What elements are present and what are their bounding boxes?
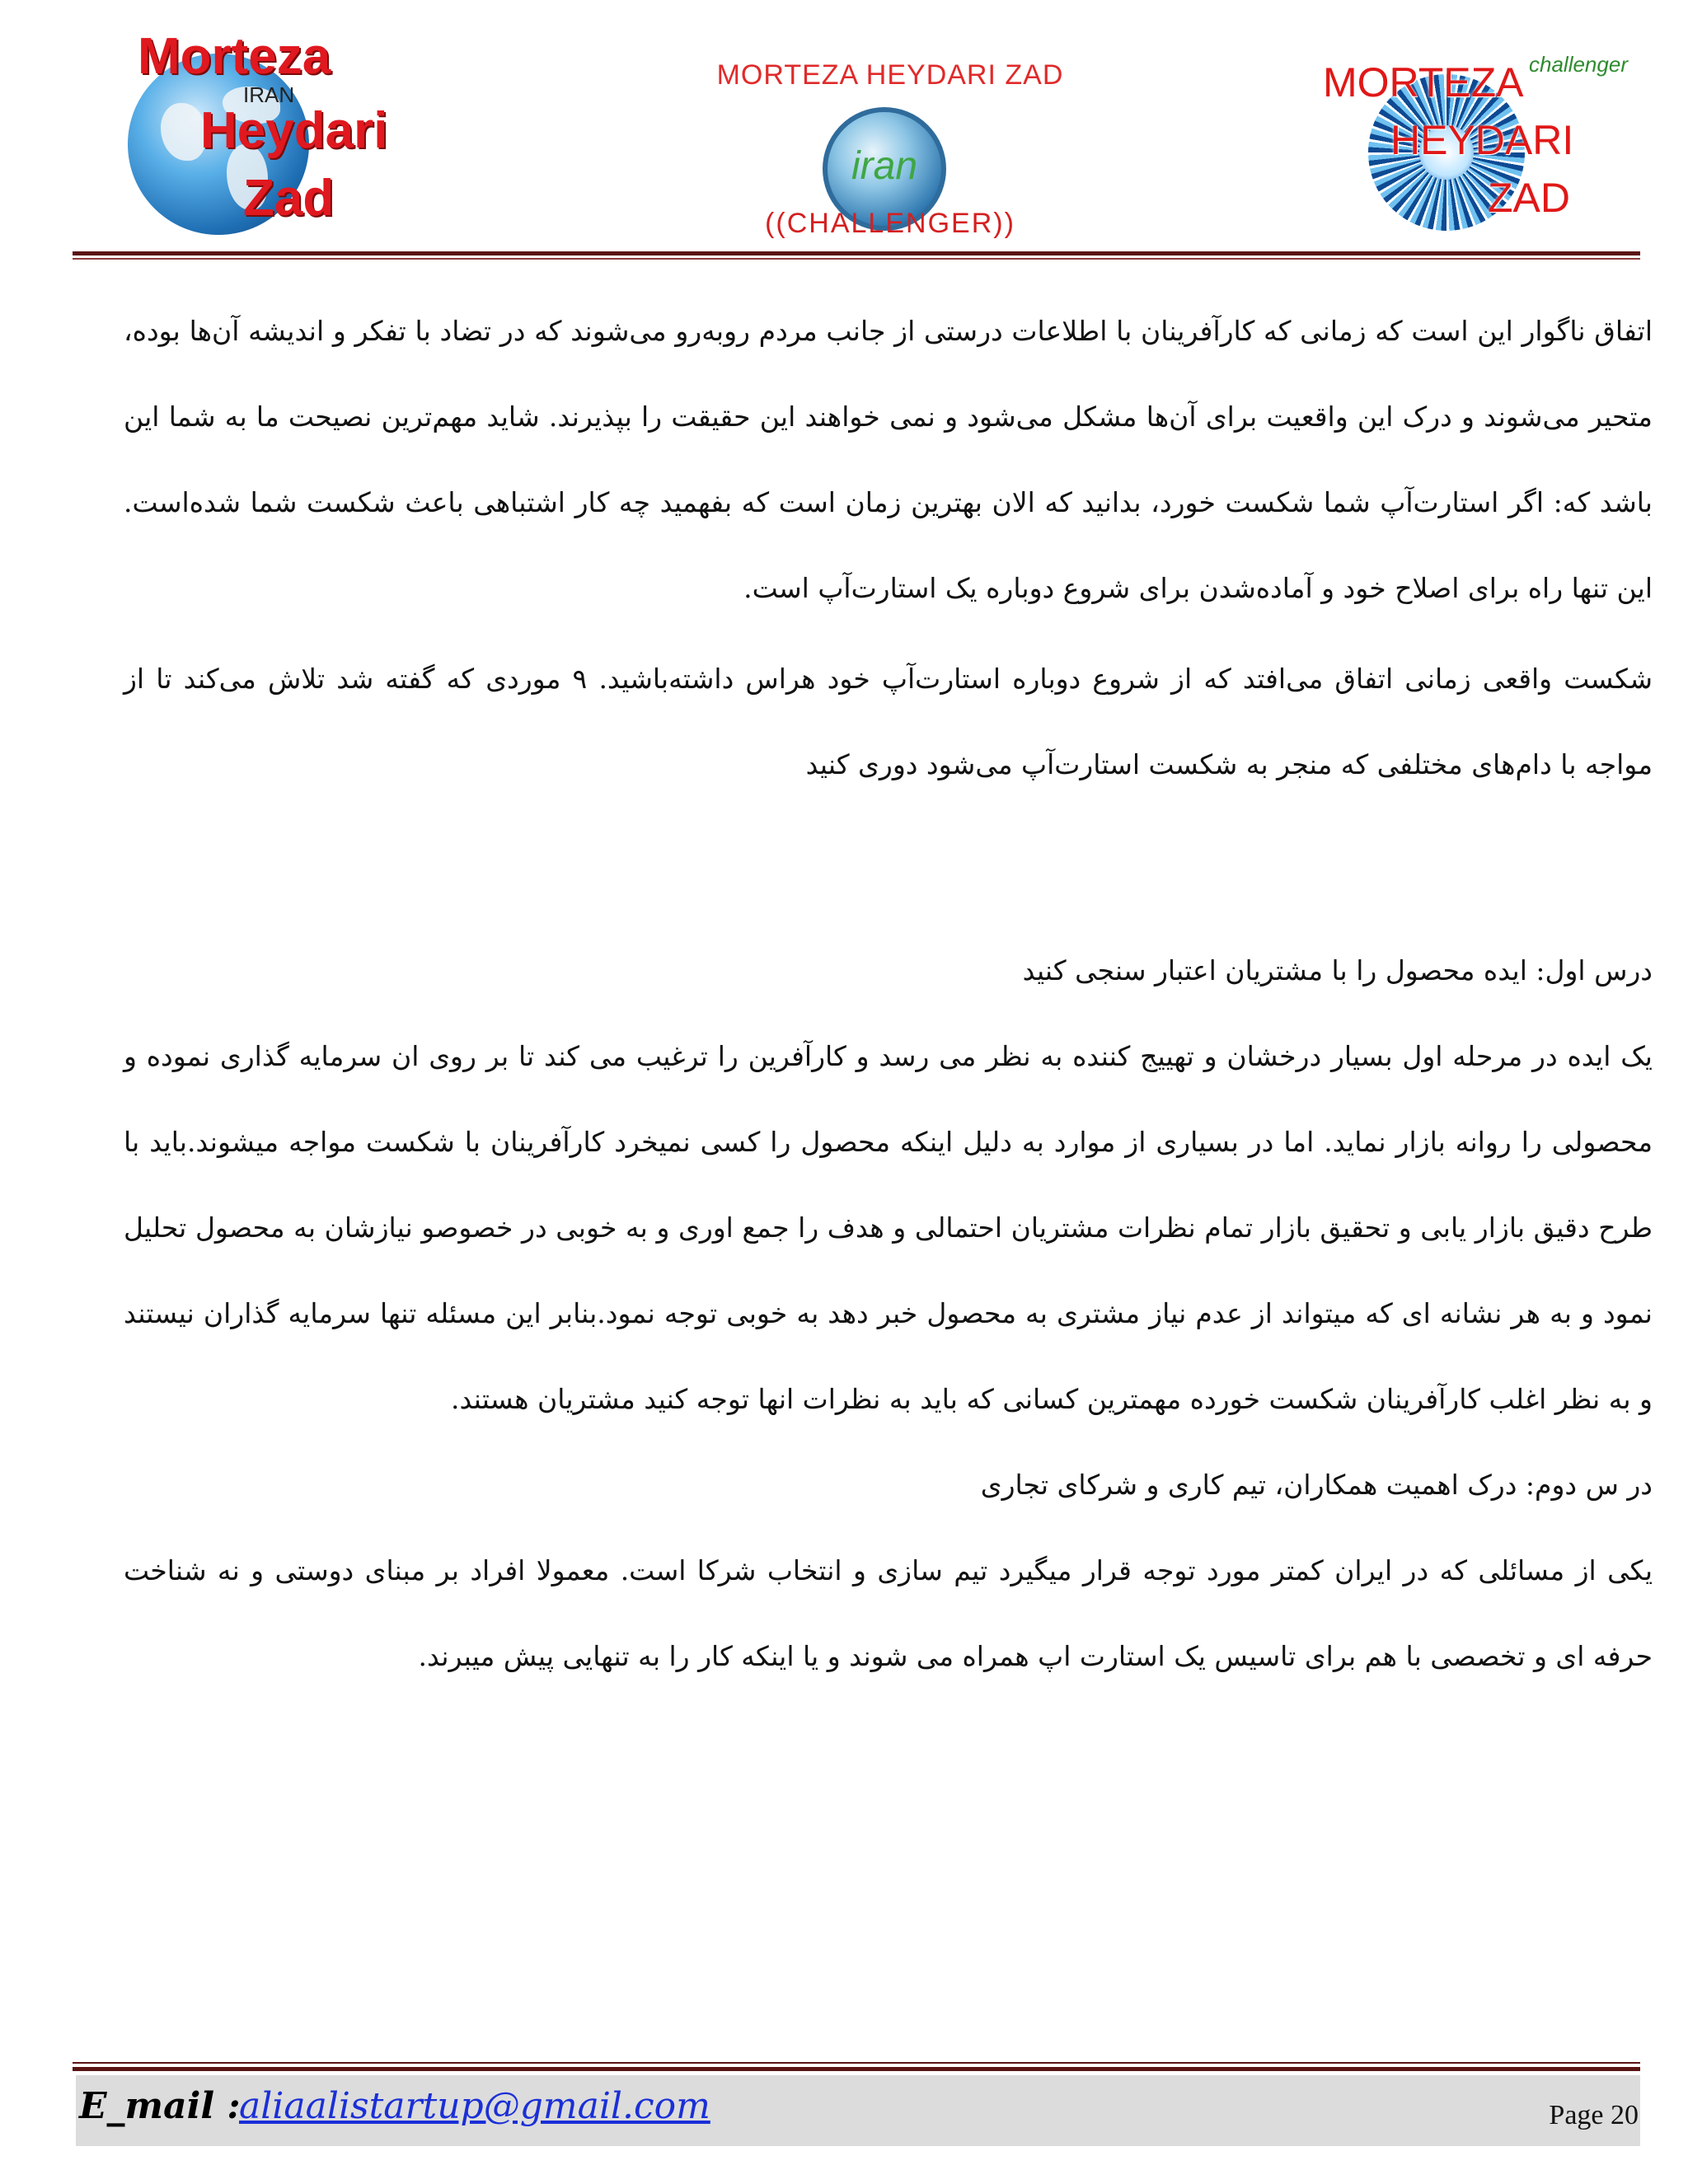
page-header xyxy=(0,0,1688,247)
logo-right-tag: challenger xyxy=(1529,52,1628,77)
lesson-2-heading: در س دوم: درک اهمیت همکاران، تیم کاری و شرکای تجاری xyxy=(980,1469,1653,1501)
logo-left-line2: Heydari xyxy=(200,102,388,159)
logo-center-circle-text: iran xyxy=(851,144,918,188)
logo-left-line1: Morteza xyxy=(138,28,331,85)
logo-left-small: IRAN xyxy=(243,82,295,107)
paragraph-real-failure: شکست واقعی زمانی اتفاق می‌افتد که از شروع دوباره استارت‌آپ خود هراس داشته‌باشید. ۹ موردی که گفته شد تلاش می‌کند تا از مواجه با دام‌های مختلفی که منجر به شکست استارت‌آپ می‌شود دوری کنید xyxy=(124,663,1653,780)
header-divider xyxy=(73,251,1640,255)
logo-center-subtitle: ((CHALLENGER)) xyxy=(765,208,1015,239)
email-label: E_mail : xyxy=(79,2085,241,2127)
logo-left-line3: Zad xyxy=(243,170,335,227)
header-divider-thin xyxy=(73,258,1640,260)
paragraph-lesson-1: یک ایده در مرحله اول بسیار درخشان و تهییج کننده به نظر می رسد و کارآفرین را ترغیب می کند تا بر روی ان سرمایه گذاری نموده و محصولی را روانه بازار نماید. اما در بسیاری از موارد به دلیل اینکه محصول را کسی نمیخرد کارآفرینان با شکست مواجه میشوند.باید با طرح دقیق بازار یابی و تحقیق بازار تمام نظرات مشتریان احتمالی و هدف را جمع اوری و به خوبی در خصوصو نیازشان به محصول تحلیل نمود و به هر نشانه ای که میتواند از عدم نیاز مشتری به محصول خبر دهد به خوبی توجه نمود.بنابر این مسئله تنها سرمایه گذاران نیستند و به نظر اغلب کارآفرینان شکست خورده مهمترین کسانی که باید به نظرات انها توجه کنید مشتریان هستند. xyxy=(124,1040,1653,1415)
document-body xyxy=(124,288,1653,1699)
logo-right-line2: HEYDARI xyxy=(1390,117,1574,163)
page-footer xyxy=(76,2075,1640,2146)
lesson-1-heading: درس اول: ایده محصول را با مشتریان اعتبار سنجی کنید xyxy=(1022,954,1653,987)
logo-center-title: MORTEZA HEYDARI ZAD xyxy=(716,59,1064,91)
paragraph-entrepreneur-facts: اتفاق ناگوار این است که زمانی که کارآفرینان با اطلاعات درستی از جانب مردم روبه‌رو می‌شوند که در تضاد با تفکر و اندیشه آن‌ها بوده، متحیر می‌شوند و درک این واقعیت برای آن‌ها مشکل می‌شود و نمی خواهند این حقیقت را بپذیرند. شاید مهم‌ترین نصیحت ما به شما این باشد که: اگر استارت‌آپ شما شکست خورد، بدانید که الان بهترین زمان است که بفهمید چه کار اشتباهی باعث شکست شما شده‌است. این تنها راه برای اصلاح خود و آماده‌شدن برای شروع دوباره یک استارت‌آپ است. xyxy=(124,315,1653,604)
email-link[interactable]: aliaalistartup@gmail.com xyxy=(239,2085,710,2127)
logo-morteza-heydari-zad-left xyxy=(120,25,392,243)
footer-divider xyxy=(73,2067,1640,2071)
footer-divider-thin xyxy=(73,2062,1640,2064)
page-number: Page 20 xyxy=(1549,2100,1639,2130)
logo-center xyxy=(651,49,1129,247)
logo-right-line1: MORTEZA xyxy=(1323,59,1524,105)
logo-challenger-right xyxy=(1323,37,1636,243)
paragraph-lesson-2: یکی از مسائلی که در ایران کمتر مورد توجه قرار میگیرد تیم سازی و انتخاب شرکا است. معمولا افراد بر مبنای دوستی و نه شناخت حرفه ای و تخصصی با هم برای تاسیس یک استارت اپ همراه می شوند و یا اینکه کار را به تنهایی پیش میبرند. xyxy=(124,1554,1653,1672)
logo-right-line3: ZAD xyxy=(1488,175,1570,221)
